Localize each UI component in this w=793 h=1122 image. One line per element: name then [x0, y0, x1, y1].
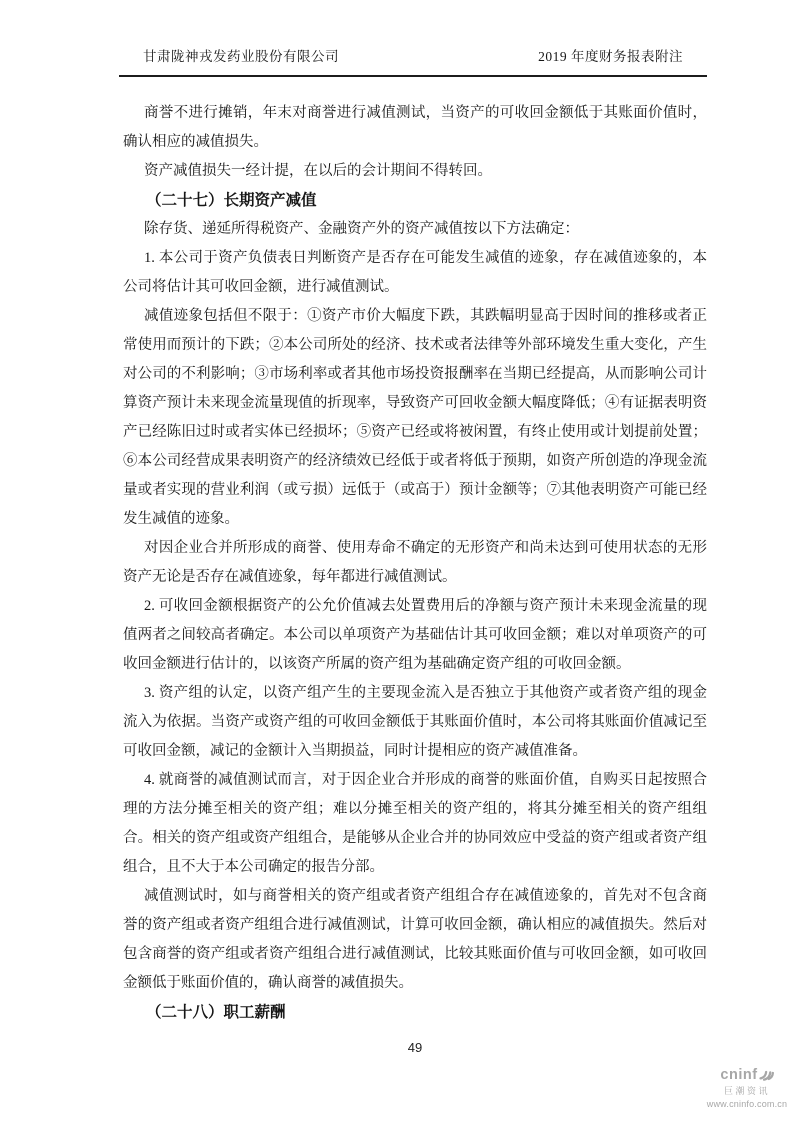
header-company-name: 甘肃陇神戎发药业股份有限公司 — [143, 49, 339, 64]
body-paragraph: 减值测试时，如与商誉相关的资产组或者资产组组合存在减值迹象的，首先对不包含商誉的资产组或者资产组组合进行减值测试，计算可收回金额，确认相应的减值损失。然后对包含商誉的资产组或者资产组组合进行减值测试，比较其账面价值与可收回金额，如可收回金额低于账面价值的，确认商誉的减值损失。 — [123, 888, 707, 991]
cninfo-swirl-icon — [759, 1066, 774, 1086]
cninfo-logo-row — [705, 1066, 789, 1086]
body-paragraph: 资产减值损失一经计提，在以后的会计期间不得转回。 — [144, 163, 492, 179]
body-paragraph: 1. 本公司于资产负债表日判断资产是否存在可能发生减值的迹象，存在减值迹象的，本公司将估计其可收回金额，进行减值测试。 — [123, 250, 707, 295]
page-number: 49 — [407, 1040, 423, 1055]
section-heading: （二十八）职工薪酬 — [146, 1004, 286, 1021]
cninfo-brand-name: 巨潮资讯 — [723, 1086, 770, 1097]
body-paragraph: 2. 可收回金额根据资产的公允价值减去处置费用后的净额与资产预计未来现金流量的现值两者之间较高者确定。本公司以单项资产为基础估计其可收回金额；难以对单项资产的可收回金额进行估计的，以该资产所属的资产组为基础确定资产组的可收回金额。 — [123, 598, 707, 672]
header-doc-title: 2019 年度财务报表附注 — [538, 49, 683, 64]
body-paragraph: 减值迹象包括但不限于：①资产市价大幅度下跌，其跌幅明显高于因时间的推移或者正常使用而预计的下跌；②本公司所处的经济、技术或者法律等外部环境发生重大变化，产生对公司的不利影响；③市场利率或者其他市场投资报酬率在当期已经提高，从而影响公司计算资产预计未来现金流量现值的折现率，导致资产可回收金额大幅度降低；④有证据表明资产已经陈旧过时或者实体已经损坏；⑤资产已经或将被闲置，有终止使用或计划提前处置；⑥本公司经营成果表明资产的经济绩效已经低于或者将低于预期，如资产所创造的净现金流量或者实现的营业利润（或亏损）远低于（或高于）预计金额等；⑦其他表明资产可能已经发生减值的迹象。 — [123, 308, 707, 527]
body-paragraph: 商誉不进行摊销，年末对商誉进行减值测试，当资产的可收回金额低于其账面价值时，确认相应的减值损失。 — [123, 105, 707, 150]
body-paragraph: 对因企业合并所形成的商誉、使用寿命不确定的无形资产和尚未达到可使用状态的无形资产无论是否存在减值迹象，每年都进行减值测试。 — [123, 540, 707, 585]
body-paragraph: 除存货、递延所得税资产、金融资产外的资产减值按以下方法确定： — [144, 221, 579, 237]
body-paragraph: 4. 就商誉的减值测试而言，对于因企业合并形成的商誉的账面价值，自购买日起按照合理的方法分摊至相关的资产组；难以分摊至相关的资产组的，将其分摊至相关的资产组组合。相关的资产组或资产组组合，是能够从企业合并的协同效应中受益的资产组或者资产组组合，且不大于本公司确定的报告分部。 — [123, 772, 707, 875]
body-paragraph: 3. 资产组的认定，以资产组产生的主要现金流入是否独立于其他资产或者资产组的现金流入为依据。当资产或资产组的可收回金额低于其账面价值时，本公司将其账面价值减记至可收回金额，减记的金额计入当期损益，同时计提相应的资产减值准备。 — [123, 685, 707, 759]
section-heading: （二十七）长期资产减值 — [146, 192, 317, 209]
cninfo-logo-text: cninf — [720, 1067, 758, 1084]
cninfo-watermark — [705, 1066, 789, 1109]
cninfo-url: www.cninfo.com.cn — [706, 1098, 788, 1109]
page-header — [119, 48, 707, 77]
document-body — [123, 99, 707, 1027]
